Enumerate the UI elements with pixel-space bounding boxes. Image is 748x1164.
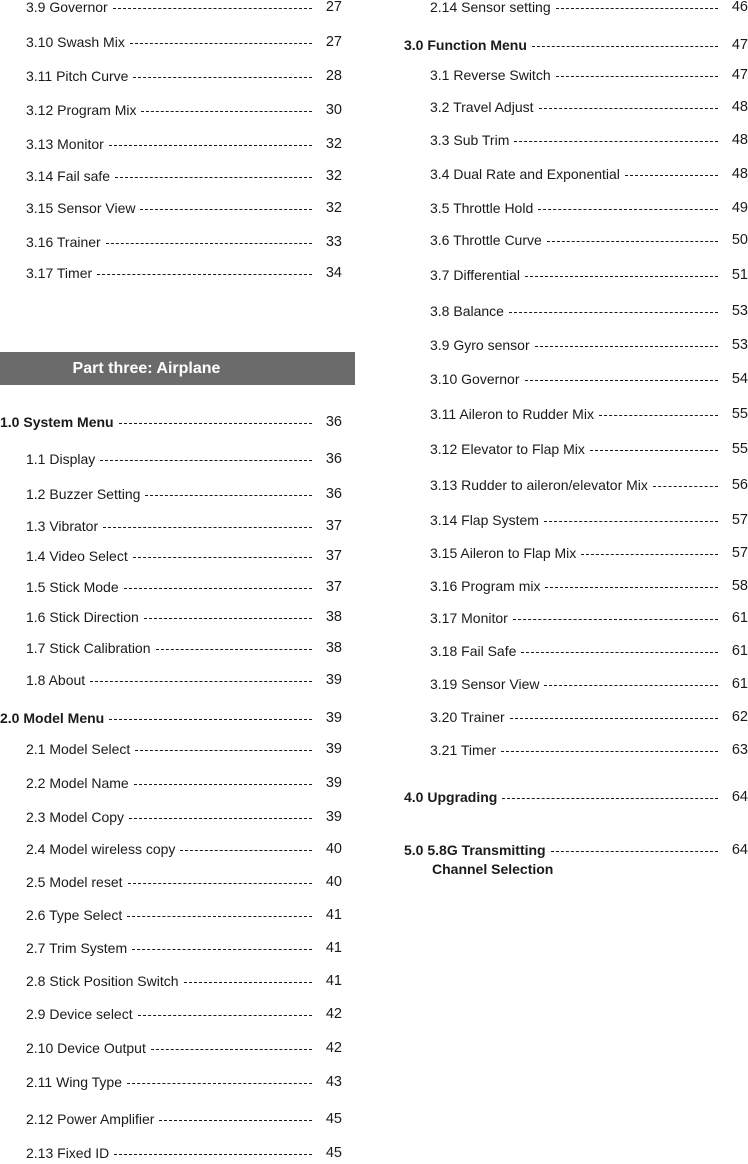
entry-page: 53 (731, 303, 748, 319)
toc-entry[interactable] (0, 970, 342, 992)
dot-leader (551, 851, 718, 852)
entry-title: 2.5 Model reset (26, 874, 123, 890)
dot-leader (501, 751, 718, 752)
entry-title: 3.21 Timer (430, 742, 497, 758)
dot-leader (545, 587, 718, 588)
dot-leader (114, 1154, 312, 1155)
dot-leader (544, 521, 718, 522)
toc-entry[interactable] (0, 515, 342, 537)
dot-leader (115, 177, 312, 178)
entry-page: 40 (325, 874, 342, 890)
entry-page: 36 (325, 486, 342, 502)
entry-title: 1.4 Video Select (26, 548, 128, 564)
entry-page: 37 (325, 518, 342, 534)
entry-page: 39 (325, 809, 342, 825)
entry-title: 2.4 Model wireless copy (26, 841, 176, 857)
section-page: 47 (731, 37, 748, 53)
entry-title: 2.9 Device select (26, 1006, 133, 1022)
entry-page: 41 (325, 907, 342, 923)
toc-entry[interactable] (0, 99, 342, 121)
entry-page: 63 (731, 742, 748, 758)
dot-leader (141, 111, 312, 112)
entry-page: 45 (325, 1111, 342, 1127)
entry-page: 53 (731, 337, 748, 353)
toc-entry[interactable] (0, 165, 342, 187)
entry-page: 46 (731, 0, 748, 15)
entry-page: 28 (325, 68, 342, 84)
dot-leader (525, 276, 718, 277)
dot-leader (109, 145, 312, 146)
toc-entry[interactable] (0, 545, 342, 567)
entry-title: 3.4 Dual Rate and Exponential (430, 166, 620, 182)
entry-title: 3.19 Sensor View (430, 676, 540, 692)
section-page: 64 (731, 789, 748, 805)
entry-title: 1.6 Stick Direction (26, 609, 139, 625)
dot-leader (510, 718, 718, 719)
dot-leader (544, 685, 718, 686)
entry-page: 49 (731, 200, 748, 216)
dot-leader (103, 527, 312, 528)
entry-title: 3.16 Program mix (430, 578, 541, 594)
toc-entry[interactable] (0, 937, 342, 959)
toc-entry[interactable] (0, 197, 342, 219)
section-title: 2.0 Model Menu (0, 710, 105, 726)
toc-entry[interactable] (404, 640, 748, 662)
entry-title: 2.2 Model Name (26, 775, 129, 791)
entry-page: 48 (731, 99, 748, 115)
toc-entry[interactable] (0, 1037, 342, 1059)
toc-entry[interactable] (404, 542, 748, 564)
entry-page: 48 (731, 132, 748, 148)
toc-entry[interactable] (404, 96, 748, 118)
entry-page: 61 (731, 610, 748, 626)
entry-title: 2.12 Power Amplifier (26, 1111, 155, 1127)
entry-title: 3.9 Governor (26, 0, 108, 15)
entry-page: 27 (325, 34, 342, 50)
entry-page: 42 (325, 1006, 342, 1022)
dot-leader (145, 495, 312, 496)
dot-leader (138, 1015, 312, 1016)
dot-leader (625, 175, 718, 176)
section-page: 64 (731, 842, 748, 858)
entry-title: 2.11 Wing Type (26, 1074, 122, 1090)
entry-page: 61 (731, 643, 748, 659)
dot-leader (513, 619, 718, 620)
entry-title: 2.1 Model Select (26, 741, 131, 757)
toc-entry[interactable] (0, 1142, 342, 1164)
dot-leader (128, 883, 313, 884)
toc-entry[interactable] (404, 673, 748, 695)
entry-title: 3.17 Timer (26, 265, 93, 281)
dot-leader (132, 949, 312, 950)
entry-page: 55 (731, 441, 748, 457)
dot-leader (109, 719, 312, 720)
section-title: 3.0 Function Menu (404, 37, 527, 53)
toc-entry[interactable] (0, 1071, 342, 1093)
toc-entry[interactable] (0, 772, 342, 794)
entry-page: 40 (325, 841, 342, 857)
entry-page: 38 (325, 640, 342, 656)
entry-title: 1.2 Buzzer Setting (26, 486, 141, 502)
entry-page: 58 (731, 578, 748, 594)
entry-page: 39 (325, 775, 342, 791)
toc-entry[interactable] (0, 448, 342, 470)
toc-entry[interactable] (404, 607, 748, 629)
entry-title: 3.12 Program Mix (26, 102, 137, 118)
toc-entry[interactable] (0, 669, 342, 691)
toc-entry[interactable] (404, 300, 748, 322)
entry-title: 3.2 Travel Adjust (430, 99, 534, 115)
toc-entry[interactable] (0, 738, 342, 760)
toc-entry[interactable] (0, 65, 342, 87)
dot-leader (599, 415, 718, 416)
toc-entry[interactable] (404, 368, 748, 390)
dot-leader (556, 8, 718, 9)
entry-page: 56 (731, 477, 748, 493)
entry-page: 42 (325, 1040, 342, 1056)
entry-title: 2.10 Device Output (26, 1040, 146, 1056)
dot-leader (590, 450, 718, 451)
toc-entry[interactable] (0, 576, 342, 598)
entry-title: 3.8 Balance (430, 303, 504, 319)
dot-leader (130, 43, 312, 44)
entry-title: 3.13 Monitor (26, 136, 104, 152)
dot-leader (151, 1049, 312, 1050)
entry-title: 2.3 Model Copy (26, 809, 125, 825)
toc-entry[interactable] (0, 871, 342, 893)
toc-entry[interactable] (0, 1108, 342, 1130)
toc-entry[interactable] (404, 575, 748, 597)
toc-entry[interactable] (404, 706, 748, 728)
part-banner-title: Part three: Airplane (72, 359, 221, 377)
entry-title: 3.11 Pitch Curve (26, 68, 129, 84)
entry-title: 3.20 Trainer (430, 709, 505, 725)
toc-entry[interactable] (0, 806, 342, 828)
entry-title: 3.3 Sub Trim (430, 132, 510, 148)
entry-title: 3.5 Throttle Hold (430, 200, 534, 216)
toc-entry[interactable] (404, 403, 748, 425)
entry-page: 48 (731, 166, 748, 182)
dot-leader (556, 76, 718, 77)
entry-title: 1.5 Stick Mode (26, 579, 119, 595)
entry-title: 2.7 Trim System (26, 940, 128, 956)
entry-title: 1.3 Vibrator (26, 518, 99, 534)
dot-leader (521, 652, 718, 653)
dot-leader (159, 1120, 312, 1121)
dot-leader (525, 380, 719, 381)
dot-leader (90, 681, 312, 682)
dot-leader (653, 486, 718, 487)
dot-leader (134, 784, 312, 785)
dot-leader (133, 77, 312, 78)
entry-page: 39 (325, 672, 342, 688)
entry-title: 3.11 Aileron to Rudder Mix (430, 406, 594, 422)
entry-title: 2.13 Fixed ID (26, 1145, 110, 1161)
entry-title: 3.9 Gyro sensor (430, 337, 530, 353)
dot-leader (129, 818, 312, 819)
entry-title: 2.14 Sensor setting (430, 0, 551, 15)
entry-title: 3.12 Elevator to Flap Mix (430, 441, 585, 457)
section-page: 36 (325, 414, 342, 430)
entry-title: 3.14 Fail safe (26, 168, 111, 184)
entry-title: 3.15 Sensor View (26, 200, 136, 216)
dot-leader (106, 243, 312, 244)
section-page: 39 (325, 710, 342, 726)
entry-title: 1.8 About (26, 672, 86, 688)
section-title: 1.0 System Menu (0, 414, 114, 430)
toc-entry[interactable] (404, 509, 748, 531)
entry-title: 1.1 Display (26, 451, 96, 467)
section-line (404, 839, 748, 861)
toc-entry[interactable] (404, 163, 748, 185)
entry-page: 45 (325, 1145, 342, 1161)
entry-title: 2.8 Stick Position Switch (26, 973, 179, 989)
toc-entry[interactable] (404, 229, 748, 251)
entry-title: 3.13 Rudder to aileron/elevator Mix (430, 477, 648, 493)
dot-leader (509, 312, 718, 313)
dot-leader (140, 209, 312, 210)
toc-section-heading[interactable] (0, 707, 342, 729)
entry-title: 3.14 Flap System (430, 512, 539, 528)
entry-page: 34 (325, 265, 342, 281)
entry-page: 39 (325, 741, 342, 757)
entry-title: 3.10 Swash Mix (26, 34, 125, 50)
dot-leader (127, 1083, 312, 1084)
entry-page: 62 (731, 709, 748, 725)
toc-entry[interactable] (0, 31, 342, 53)
dot-leader (184, 982, 312, 983)
dot-leader (532, 46, 718, 47)
toc-entry[interactable] (0, 133, 342, 155)
entry-page: 57 (731, 512, 748, 528)
dot-leader (539, 108, 718, 109)
toc-entry[interactable] (0, 0, 342, 18)
entry-title: 3.18 Fail Safe (430, 643, 517, 659)
dot-leader (538, 209, 718, 210)
toc-entry[interactable] (0, 904, 342, 926)
entry-page: 43 (325, 1074, 342, 1090)
dot-leader (535, 346, 718, 347)
entry-page: 32 (325, 136, 342, 152)
dot-leader (180, 850, 312, 851)
dot-leader (581, 554, 718, 555)
dot-leader (156, 649, 312, 650)
entry-page: 37 (325, 548, 342, 564)
dot-leader (119, 423, 312, 424)
entry-title: 3.15 Aileron to Flap Mix (430, 545, 577, 561)
dot-leader (514, 141, 718, 142)
dot-leader (127, 916, 312, 917)
entry-page: 50 (731, 232, 748, 248)
toc-section-heading[interactable] (404, 839, 748, 883)
entry-page: 36 (325, 451, 342, 467)
toc-entry[interactable] (0, 262, 342, 284)
entry-page: 33 (325, 234, 342, 250)
entry-title: 3.1 Reverse Switch (430, 67, 551, 83)
toc-section-heading[interactable] (404, 786, 748, 808)
section-title-line2: Channel Selection (432, 861, 554, 877)
section-title: 5.0 5.8G Transmitting (404, 842, 546, 858)
section-title: 4.0 Upgrading (404, 789, 498, 805)
dot-leader (502, 798, 718, 799)
toc-entry[interactable] (0, 1003, 342, 1025)
toc-entry[interactable] (0, 637, 342, 659)
toc-entry[interactable] (404, 264, 748, 286)
toc-section-heading[interactable] (0, 411, 342, 433)
entry-title: 3.10 Governor (430, 371, 520, 387)
toc-entry[interactable] (0, 483, 342, 505)
entry-page: 41 (325, 940, 342, 956)
toc-entry[interactable] (404, 129, 748, 151)
entry-page: 47 (731, 67, 748, 83)
entry-page: 54 (731, 371, 748, 387)
entry-page: 37 (325, 579, 342, 595)
dot-leader (97, 274, 312, 275)
toc-entry[interactable] (404, 334, 748, 356)
dot-leader (135, 750, 312, 751)
dot-leader (113, 8, 312, 9)
toc-entry[interactable] (0, 606, 342, 628)
entry-title: 2.6 Type Select (26, 907, 123, 923)
part-banner (0, 352, 355, 385)
entry-page: 51 (731, 267, 748, 283)
toc-section-heading[interactable] (404, 34, 748, 56)
dot-leader (547, 241, 718, 242)
toc-entry[interactable] (404, 474, 748, 496)
entry-page: 32 (325, 168, 342, 184)
dot-leader (133, 557, 312, 558)
entry-title: 3.16 Trainer (26, 234, 101, 250)
entry-page: 38 (325, 609, 342, 625)
toc-entry[interactable] (0, 838, 342, 860)
dot-leader (144, 618, 312, 619)
toc-entry[interactable] (0, 231, 342, 253)
dot-leader (124, 588, 312, 589)
entry-title: 3.6 Throttle Curve (430, 232, 542, 248)
entry-page: 57 (731, 545, 748, 561)
toc-entry[interactable] (404, 739, 748, 761)
entry-page: 41 (325, 973, 342, 989)
toc-entry[interactable] (404, 64, 748, 86)
entry-page: 55 (731, 406, 748, 422)
dot-leader (100, 460, 312, 461)
entry-page: 30 (325, 102, 342, 118)
entry-title: 3.7 Differential (430, 267, 521, 283)
toc-entry[interactable] (404, 0, 748, 18)
toc-entry[interactable] (404, 438, 748, 460)
entry-title: 3.17 Monitor (430, 610, 508, 626)
toc-entry[interactable] (404, 197, 748, 219)
entry-page: 61 (731, 676, 748, 692)
entry-page: 27 (325, 0, 342, 15)
entry-title: 1.7 Stick Calibration (26, 640, 151, 656)
entry-page: 32 (325, 200, 342, 216)
